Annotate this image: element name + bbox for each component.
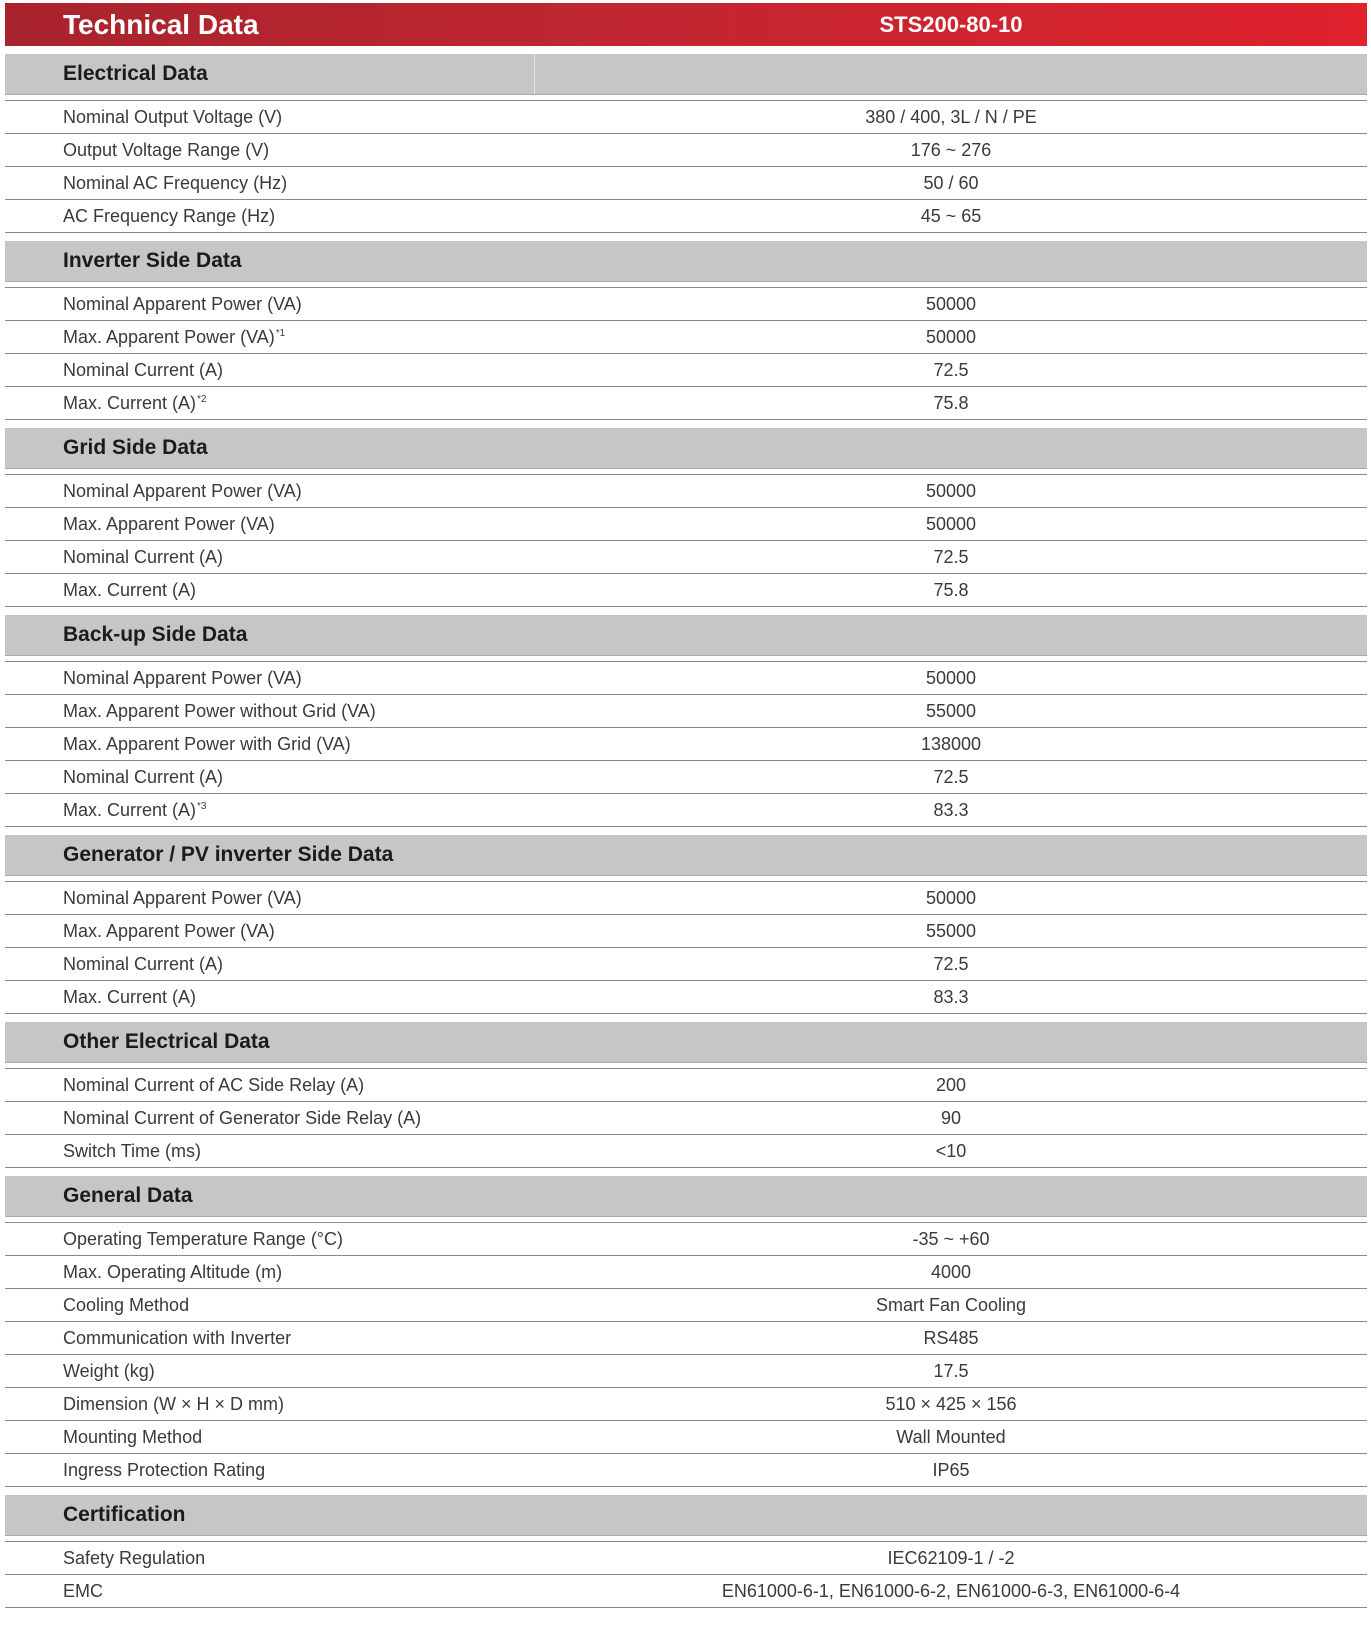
row-label-cell (5, 393, 535, 414)
section (5, 615, 1367, 827)
table-row (5, 1322, 1367, 1355)
row-value: 55000 (925, 920, 977, 941)
section-header (5, 54, 1367, 95)
row-value: 50000 (925, 326, 977, 347)
table-row (5, 761, 1367, 794)
row-label: Max. Apparent Power (VA) (63, 326, 275, 347)
section-header (5, 1176, 1367, 1217)
section-title: Generator / PV inverter Side Data (63, 843, 394, 866)
row-label-cell (5, 1141, 535, 1162)
row-value: 50000 (925, 293, 977, 314)
row-label-cell (5, 1581, 535, 1602)
section (5, 1176, 1367, 1487)
table-row (5, 508, 1367, 541)
table-row (5, 1289, 1367, 1322)
row-label: Nominal Current (A) (63, 359, 224, 380)
row-value: 72.5 (933, 359, 969, 380)
row-value: 83.3 (933, 799, 969, 820)
row-label-cell (5, 360, 535, 381)
table-row (5, 354, 1367, 387)
row-label-cell (5, 1328, 535, 1349)
row-value: 75.8 (933, 579, 969, 600)
row-label: Nominal Apparent Power (VA) (63, 480, 302, 501)
section-title: Other Electrical Data (63, 1030, 270, 1053)
row-label-cell (5, 547, 535, 568)
table-title-bar (5, 3, 1367, 46)
row-label-cell (5, 1427, 535, 1448)
row-label: Dimension (W × H × D mm) (63, 1393, 285, 1414)
row-label-cell (5, 140, 535, 161)
section-rows (5, 1068, 1367, 1168)
row-label-cell (5, 800, 535, 821)
table-row (5, 1575, 1367, 1608)
row-label: EMC (63, 1580, 103, 1601)
row-label: Nominal Current of AC Side Relay (A) (63, 1074, 365, 1095)
row-value: EN61000-6-1, EN61000-6-2, EN61000-6-3, EN61000-6-4 (721, 1580, 1181, 1601)
section-rows (5, 661, 1367, 827)
row-label-cell (5, 514, 535, 535)
row-value: 90 (940, 1107, 962, 1128)
section (5, 54, 1367, 233)
section-header (5, 241, 1367, 282)
row-label-cell (5, 173, 535, 194)
row-label: Max. Apparent Power with Grid (VA) (63, 733, 351, 754)
row-label: Communication with Inverter (63, 1327, 292, 1348)
row-label: Max. Current (A) (63, 579, 197, 600)
row-label-cell (5, 294, 535, 315)
table-row (5, 1256, 1367, 1289)
row-value: 83.3 (933, 986, 969, 1007)
row-label-cell (5, 206, 535, 227)
row-value: 50000 (925, 887, 977, 908)
table-title: Technical Data (63, 8, 259, 40)
table-row (5, 541, 1367, 574)
row-label-cell (5, 1295, 535, 1316)
row-label-cell (5, 701, 535, 722)
row-label-cell (5, 1075, 535, 1096)
section-title: Inverter Side Data (63, 249, 242, 272)
row-label: Mounting Method (63, 1426, 203, 1447)
row-label-cell (5, 580, 535, 601)
row-label-cell (5, 1361, 535, 1382)
section-header (5, 1495, 1367, 1536)
table-row (5, 1069, 1367, 1102)
row-label-cell (5, 1548, 535, 1569)
row-label-cell (5, 1262, 535, 1283)
row-value: Smart Fan Cooling (875, 1294, 1027, 1315)
row-value: 50000 (925, 513, 977, 534)
row-label: Nominal Current (A) (63, 766, 224, 787)
row-label-cell (5, 481, 535, 502)
table-row (5, 981, 1367, 1014)
row-label: Cooling Method (63, 1294, 190, 1315)
row-value: 45 ~ 65 (920, 205, 982, 226)
row-label: Nominal Output Voltage (V) (63, 106, 283, 127)
row-value: 17.5 (933, 1360, 969, 1381)
row-value: 50000 (925, 667, 977, 688)
row-value: 510 × 425 × 156 (885, 1393, 1017, 1414)
row-label-cell (5, 1229, 535, 1250)
model-name: STS200-80-10 (879, 11, 1023, 37)
row-label: Max. Apparent Power (VA) (63, 513, 275, 534)
table-row (5, 321, 1367, 354)
row-value: 55000 (925, 700, 977, 721)
row-label-cell (5, 1394, 535, 1415)
table-row (5, 1388, 1367, 1421)
row-value: <10 (935, 1140, 967, 1161)
table-row (5, 167, 1367, 200)
table-row (5, 1102, 1367, 1135)
section (5, 835, 1367, 1014)
row-label-cell (5, 767, 535, 788)
sections-container (5, 54, 1367, 1608)
row-label: Ingress Protection Rating (63, 1459, 266, 1480)
row-value: 72.5 (933, 953, 969, 974)
table-row (5, 101, 1367, 134)
row-value: Wall Mounted (896, 1426, 1006, 1447)
row-value: 200 (935, 1074, 967, 1095)
technical-data-sheet (5, 3, 1367, 1608)
section-rows (5, 1541, 1367, 1608)
row-label-cell (5, 921, 535, 942)
table-row (5, 574, 1367, 607)
table-row (5, 695, 1367, 728)
section-rows (5, 1222, 1367, 1487)
row-label: Nominal Apparent Power (VA) (63, 667, 302, 688)
row-value: 4000 (930, 1261, 972, 1282)
section-header (5, 1022, 1367, 1063)
row-label-cell (5, 1108, 535, 1129)
row-value: 75.8 (933, 392, 969, 413)
section-title: Back-up Side Data (63, 623, 248, 646)
row-value: 50 / 60 (923, 172, 979, 193)
row-label-cell (5, 954, 535, 975)
table-row (5, 948, 1367, 981)
section (5, 1495, 1367, 1608)
section (5, 241, 1367, 420)
section-rows (5, 474, 1367, 607)
table-row (5, 134, 1367, 167)
row-value: 50000 (925, 480, 977, 501)
footnote-marker: *3 (197, 800, 207, 812)
footnote-marker: *1 (275, 327, 286, 339)
row-label: Nominal Current (A) (63, 546, 224, 567)
table-row (5, 387, 1367, 420)
row-label-cell (5, 987, 535, 1008)
table-row (5, 1223, 1367, 1256)
row-label: Max. Operating Altitude (m) (63, 1261, 283, 1282)
table-row (5, 728, 1367, 761)
table-row (5, 1135, 1367, 1168)
row-label-cell (5, 107, 535, 128)
table-row (5, 475, 1367, 508)
section-header (5, 835, 1367, 876)
row-value: 176 ~ 276 (910, 139, 992, 160)
table-row (5, 1355, 1367, 1388)
section-rows (5, 100, 1367, 233)
section-rows (5, 287, 1367, 420)
row-label: Nominal Current (A) (63, 953, 224, 974)
row-label: Nominal AC Frequency (Hz) (63, 172, 288, 193)
row-value: 138000 (920, 733, 982, 754)
row-value: -35 ~ +60 (912, 1228, 990, 1249)
row-label-cell (5, 668, 535, 689)
row-label: Switch Time (ms) (63, 1140, 202, 1161)
row-value: IEC62109-1 / -2 (887, 1547, 1015, 1568)
row-label-cell (5, 327, 535, 348)
row-label: Max. Apparent Power without Grid (VA) (63, 700, 376, 721)
row-label: Max. Current (A) (63, 392, 197, 413)
row-label: Max. Current (A) (63, 986, 197, 1007)
table-row (5, 1454, 1367, 1487)
section-title: Electrical Data (5, 54, 535, 94)
row-label: Output Voltage Range (V) (63, 139, 270, 160)
table-row (5, 1542, 1367, 1575)
table-row (5, 662, 1367, 695)
row-value: 72.5 (933, 546, 969, 567)
row-label: Nominal Apparent Power (VA) (63, 887, 302, 908)
section-header (5, 428, 1367, 469)
table-row (5, 200, 1367, 233)
section-title: General Data (63, 1184, 193, 1207)
row-value: 72.5 (933, 766, 969, 787)
row-label: Max. Current (A) (63, 799, 197, 820)
section-header (5, 615, 1367, 656)
section-title: Grid Side Data (63, 436, 208, 459)
section (5, 1022, 1367, 1168)
section-rows (5, 881, 1367, 1014)
row-label-cell (5, 734, 535, 755)
row-label-cell (5, 888, 535, 909)
section-title: Certification (63, 1503, 186, 1526)
footnote-marker: *2 (197, 393, 207, 405)
row-label: AC Frequency Range (Hz) (63, 205, 276, 226)
table-row (5, 915, 1367, 948)
row-value: RS485 (923, 1327, 979, 1348)
table-row (5, 882, 1367, 915)
row-label: Max. Apparent Power (VA) (63, 920, 275, 941)
row-label-cell (5, 1460, 535, 1481)
table-row (5, 1421, 1367, 1454)
row-label: Safety Regulation (63, 1547, 206, 1568)
row-label: Nominal Apparent Power (VA) (63, 293, 302, 314)
table-row (5, 288, 1367, 321)
row-label: Operating Temperature Range (°C) (63, 1228, 344, 1249)
row-value: IP65 (932, 1459, 970, 1480)
section (5, 428, 1367, 607)
row-label: Nominal Current of Generator Side Relay (A) (63, 1107, 422, 1128)
row-value: 380 / 400, 3L / N / PE (865, 106, 1037, 127)
row-label: Weight (kg) (63, 1360, 155, 1381)
table-row (5, 794, 1367, 827)
